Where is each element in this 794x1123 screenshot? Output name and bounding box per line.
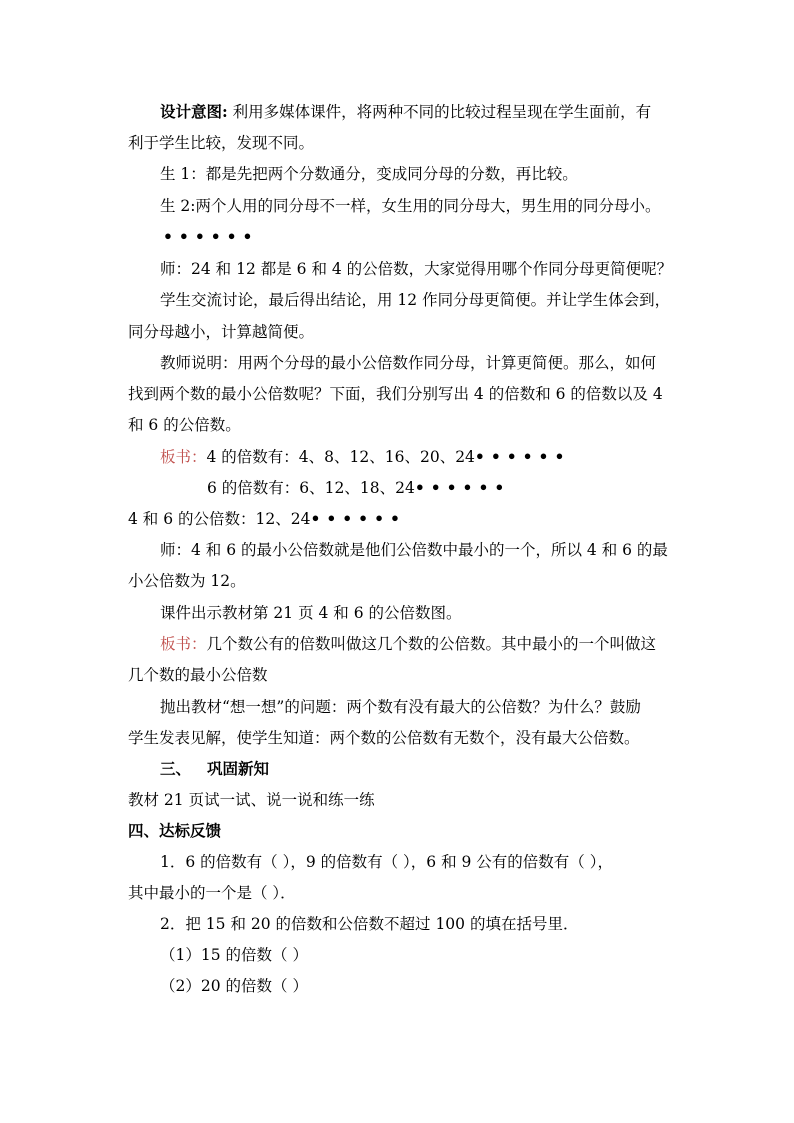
teacher-explain-line-3: 和 6 的公倍数。 bbox=[128, 416, 241, 434]
question-2b-line: （2）20 的倍数（ ） bbox=[160, 977, 308, 995]
courseware-line: 课件出示教材第 21 页 4 和 6 的公倍数图。 bbox=[160, 604, 462, 622]
teacher-explain-line-2: 找到两个数的最小公倍数呢？下面，我们分别写出 4 的倍数和 6 的倍数以及 4 bbox=[128, 385, 663, 403]
board-label: 板书： bbox=[160, 448, 207, 466]
section-3-title: 巩固新知 bbox=[207, 759, 270, 778]
board-line-1 bbox=[160, 447, 570, 467]
board-definition-line-1 bbox=[160, 634, 656, 654]
teacher-question-line: 师：24 和 12 都是 6 和 4 的公倍数，大家觉得用哪个作同分母更简便呢？ bbox=[160, 260, 673, 278]
board-multiples-of-6: 6 的倍数有：6、12、18、24 bbox=[207, 479, 415, 497]
teacher-conclusion-line-1: 师：4 和 6 的最小公倍数就是他们公倍数中最小的一个，所以 4 和 6 的最 bbox=[160, 541, 668, 559]
section-3-heading bbox=[160, 759, 269, 779]
section-3-text: 教材 21 页试一试、说一说和练一练 bbox=[128, 791, 375, 809]
design-intent-line-2: 利于学生比较，发现不同。 bbox=[128, 134, 315, 152]
board-common-multiples: 4 和 6 的公倍数：12、24 bbox=[128, 510, 311, 528]
board-definition-text: 几个数公有的倍数叫做这几个数的公倍数。其中最小的一个叫做这 bbox=[206, 635, 657, 653]
teacher-explain-line-1: 教师说明：用两个分母的最小公倍数作同分母，计算更简便。那么，如何 bbox=[160, 354, 657, 372]
board-multiples-of-4: 4 的倍数有：4、8、12、16、20、24 bbox=[206, 448, 475, 466]
section-4-heading: 四、达标反馈 bbox=[128, 821, 222, 840]
discussion-line-2: 同分母越小，计算越简便。 bbox=[128, 323, 315, 341]
question-1-line-2: 其中最小的一个是（ ）． bbox=[128, 884, 296, 902]
board-line-3 bbox=[128, 509, 406, 529]
question-2-line: 2．把 15 和 20 的倍数和公倍数不超过 100 的填在括号里． bbox=[160, 915, 579, 933]
board-line-3-dots: •••••• bbox=[310, 509, 406, 528]
board-definition-label: 板书： bbox=[160, 635, 207, 653]
ellipsis-dots: •••••• bbox=[163, 227, 259, 246]
section-3-number: 三、 bbox=[160, 759, 192, 778]
board-line-2-dots: •••••• bbox=[414, 478, 511, 497]
design-intent-label: 设计意图: bbox=[160, 102, 228, 121]
think-line-2: 学生发表见解，使学生知道：两个数的公倍数有无数个，没有最大公倍数。 bbox=[128, 729, 640, 747]
discussion-line-1: 学生交流讨论，最后得出结论，用 12 作同分母更简便。并让学生体会到， bbox=[160, 291, 671, 309]
board-line-2 bbox=[207, 478, 510, 498]
question-2a-line: （1）15 的倍数（ ） bbox=[160, 946, 308, 964]
student-2-line: 生 2:两个人用的同分母不一样，女生用的同分母大，男生用的同分母小。 bbox=[160, 197, 661, 215]
think-line-1: 抛出教材“想一想”的问题：两个数有没有最大的公倍数？为什么？鼓励 bbox=[160, 698, 641, 716]
student-1-line: 生 1：都是先把两个分数通分，变成同分母的分数，再比较。 bbox=[160, 165, 578, 183]
teacher-conclusion-line-2: 小公倍数为 12。 bbox=[128, 572, 246, 590]
question-1-line-1: 1．6 的倍数有（ ），9 的倍数有（ ），6 和 9 公有的倍数有（ ）， bbox=[160, 853, 613, 871]
board-definition-line-2: 几个数的最小公倍数 bbox=[128, 666, 268, 684]
board-line-1-dots: •••••• bbox=[474, 447, 571, 466]
design-intent-text: 利用多媒体课件，将两种不同的比较过程呈现在学生面前，有 bbox=[227, 103, 652, 121]
design-intent-line-1 bbox=[160, 102, 651, 122]
